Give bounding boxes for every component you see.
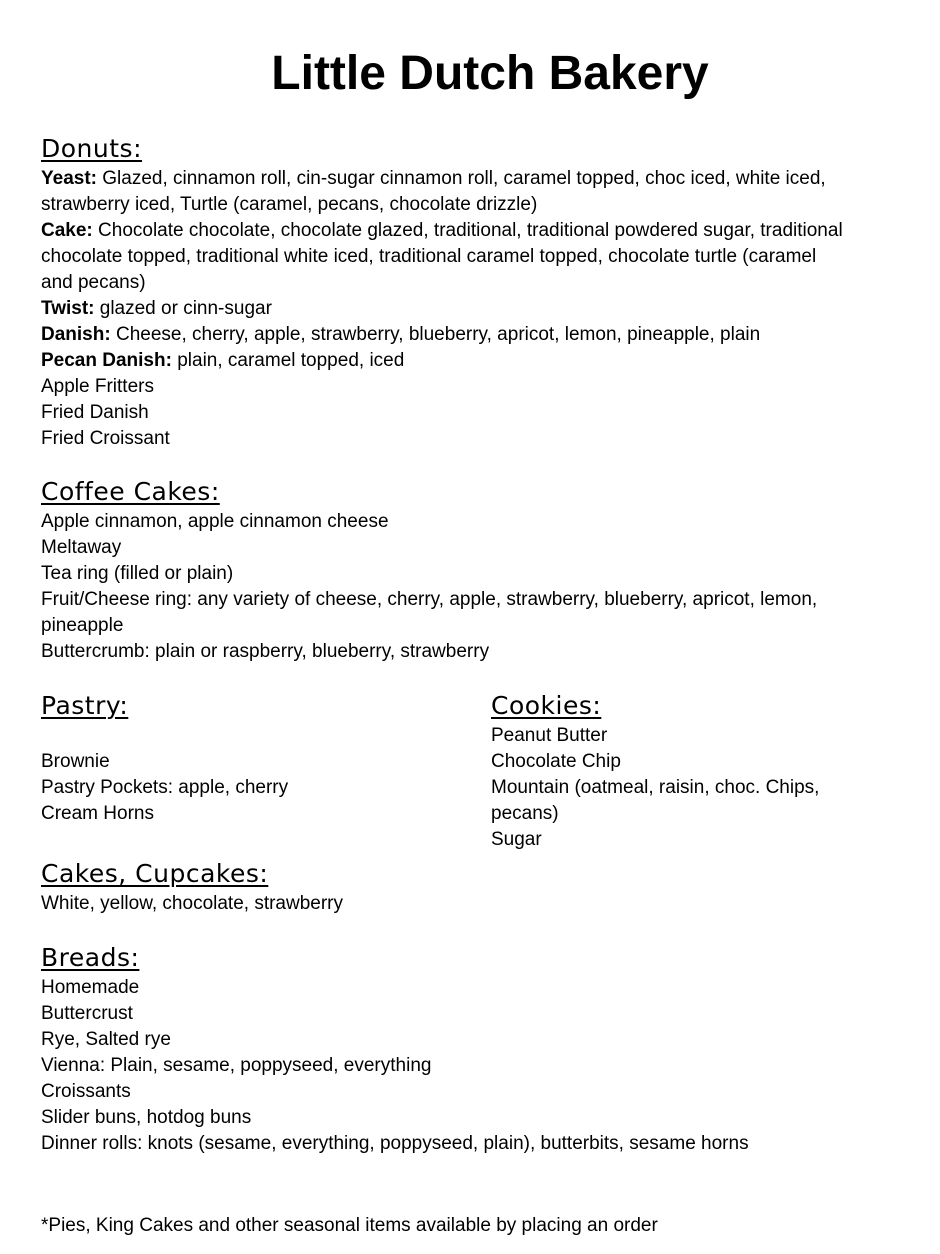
list-item: Sugar — [491, 829, 542, 850]
cookies-section — [491, 689, 911, 853]
list-item: Slider buns, hotdog buns — [41, 1107, 252, 1128]
donuts-heading: Donuts: — [41, 134, 142, 163]
list-item: White, yellow, chocolate, strawberry — [41, 893, 344, 914]
pastry-section — [41, 689, 461, 827]
donuts-section — [41, 132, 921, 452]
list-item: Homemade — [41, 977, 140, 998]
cookies-heading: Cookies: — [491, 691, 602, 720]
cakes-section — [41, 857, 641, 917]
cake-line — [41, 218, 921, 244]
list-item: Fruit/Cheese ring: any variety of cheese, cherry, apple, strawberry, blueberry, apricot, lemon, — [41, 589, 818, 610]
list-item: Vienna: Plain, sesame, poppyseed, everything — [41, 1055, 432, 1076]
list-item: Apple cinnamon, apple cinnamon cheese — [41, 511, 389, 532]
twist-text: glazed or cinn-sugar — [94, 298, 272, 319]
list-item: pineapple — [41, 615, 124, 636]
pastry-heading: Pastry: — [41, 691, 129, 720]
yeast-line — [41, 166, 921, 192]
page-title: Little Dutch Bakery — [271, 47, 709, 100]
pecan-danish-line — [41, 348, 921, 374]
list-item: pecans) — [491, 803, 559, 824]
cake-line-2: chocolate topped, traditional white iced, traditional caramel topped, chocolate turtle (caramel — [41, 246, 817, 267]
list-item: Chocolate Chip — [491, 751, 621, 772]
list-item: Fried Croissant — [41, 428, 170, 449]
list-item: Cream Horns — [41, 803, 154, 824]
yeast-line-2: strawberry iced, Turtle (caramel, pecans, chocolate drizzle) — [41, 194, 538, 215]
list-item: Peanut Butter — [491, 725, 608, 746]
danish-line — [41, 322, 921, 348]
cakes-heading: Cakes, Cupcakes: — [41, 859, 269, 888]
list-item: Apple Fritters — [41, 376, 154, 397]
list-item: Buttercrust — [41, 1003, 133, 1024]
cake-text: Chocolate chocolate, chocolate glazed, traditional, traditional powdered sugar, traditional — [92, 220, 843, 241]
cake-line-3: and pecans) — [41, 272, 146, 293]
pecan-danish-label: Pecan Danish: — [41, 350, 172, 371]
cake-label: Cake: — [41, 220, 93, 241]
pecan-danish-text: plain, caramel topped, iced — [171, 350, 405, 371]
coffee-cakes-section — [41, 475, 921, 665]
list-item: Croissants — [41, 1081, 131, 1102]
yeast-label: Yeast: — [41, 168, 97, 189]
danish-text: Cheese, cherry, apple, strawberry, blueberry, apricot, lemon, pineapple, plain — [110, 324, 761, 345]
list-item: Tea ring (filled or plain) — [41, 563, 234, 584]
breads-heading: Breads: — [41, 943, 140, 972]
list-item: Fried Danish — [41, 402, 149, 423]
breads-section — [41, 941, 921, 1157]
list-item: Brownie — [41, 751, 110, 772]
list-item: Meltaway — [41, 537, 122, 558]
list-item: Dinner rolls: knots (sesame, everything, poppyseed, plain), butterbits, sesame horns — [41, 1133, 749, 1154]
list-item: Rye, Salted rye — [41, 1029, 171, 1050]
list-item: Pastry Pockets: apple, cherry — [41, 777, 289, 798]
twist-label: Twist: — [41, 298, 95, 319]
danish-label: Danish: — [41, 324, 111, 345]
yeast-text: Glazed, cinnamon roll, cin-sugar cinnamon roll, caramel topped, choc iced, white iced, — [96, 168, 826, 189]
coffee-cakes-heading: Coffee Cakes: — [41, 477, 220, 506]
list-item: Buttercrumb: plain or raspberry, blueberry, strawberry — [41, 641, 490, 662]
list-item: Mountain (oatmeal, raisin, choc. Chips, — [491, 777, 820, 798]
twist-line — [41, 296, 921, 322]
footer-note: *Pies, King Cakes and other seasonal items available by placing an order — [41, 1215, 658, 1236]
